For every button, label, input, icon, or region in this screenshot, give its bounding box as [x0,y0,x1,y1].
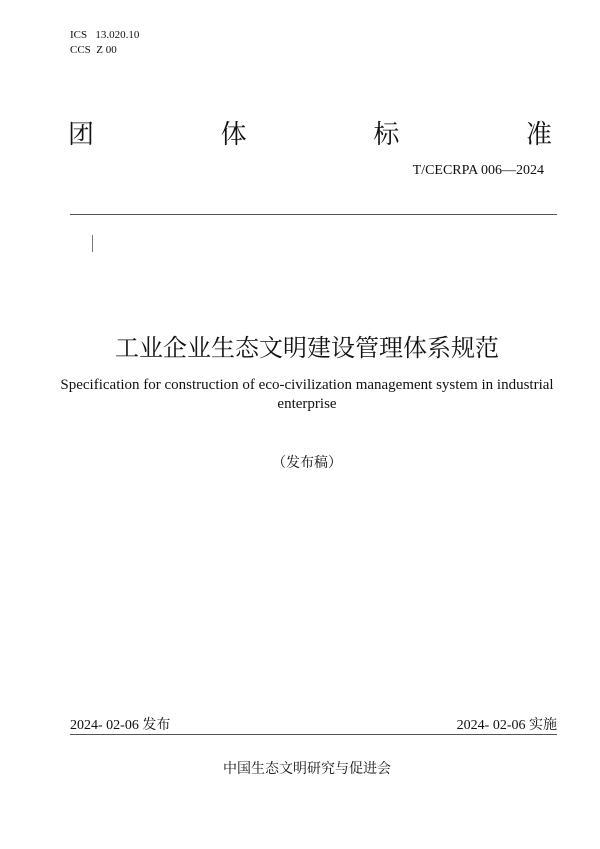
standard-type-char: 体 [220,120,247,150]
standard-type-char: 标 [373,120,400,150]
ics-code: ICS 13.020.10 [70,29,140,41]
implement-date: 2024- 02-06 实施 [456,718,557,733]
publish-date: 2024- 02-06 发布 [70,718,171,733]
standard-type-char: 准 [525,120,552,150]
text-cursor-mark [92,235,93,252]
top-divider [70,214,557,215]
standard-type [68,114,552,151]
ccs-code: CCS Z 00 [70,44,117,56]
title-english: Specification for construction of eco-civilization management system in industrial enterprise [60,377,554,412]
standard-type-char: 团 [68,120,95,150]
draft-label: （发布稿） [272,455,342,471]
classification-codes [70,28,139,58]
title-chinese: 工业企业生态文明建设管理体系规范 [115,334,499,362]
standard-code: T/CECRPA 006—2024 [412,163,544,178]
organization: 中国生态文明研究与促进会 [223,761,391,777]
bottom-divider [70,734,557,735]
